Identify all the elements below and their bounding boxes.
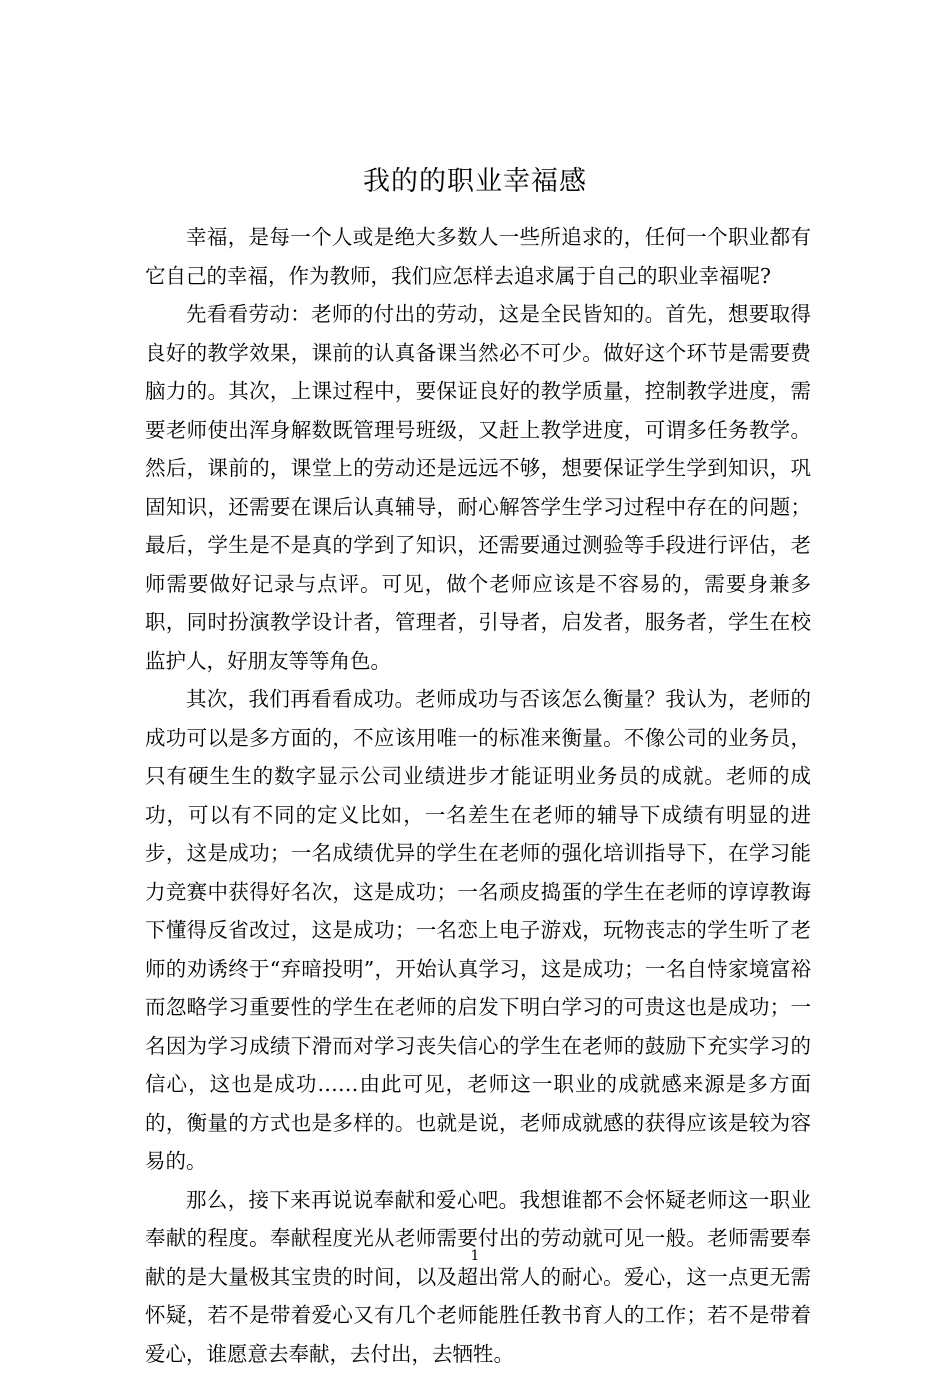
paragraph-dedication: 那么，接下来再说说奉献和爱心吧。我想谁都不会怀疑老师这一职业奉献的程度。奉献程度光从老师需要付出的劳动就可见一般。老师需要奉献的是大量极其宝贵的时间，以及超出常人的耐心。爱心，这一点更无需怀疑，若不是带着爱心又有几个老师能胜任教书育人的工作；若不是带着爱心，谁愿意去奉献，去付出，去牺牲。 [145, 1181, 811, 1373]
document-body [145, 218, 811, 1373]
document-title: 我的的职业幸福感 [0, 162, 950, 202]
page-number: 1 [0, 1247, 950, 1265]
paragraph-success: 其次，我们再看看成功。老师成功与否该怎么衡量？我认为，老师的成功可以是多方面的，不应该用唯一的标准来衡量。不像公司的业务员，只有硬生生的数字显示公司业绩进步才能证明业务员的成就。老师的成功，可以有不同的定义比如，一名差生在老师的辅导下成绩有明显的进步，这是成功；一名成绩优异的学生在老师的强化培训指导下，在学习能力竞赛中获得好名次，这是成功；一名顽皮捣蛋的学生在老师的谆谆教诲下懂得反省改过，这是成功；一名恋上电子游戏，玩物丧志的学生听了老师的劝诱终于“弃暗投明”，开始认真学习，这是成功；一名自恃家境富裕而忽略学习重要性的学生在老师的启发下明白学习的可贵这也是成功；一名因为学习成绩下滑而对学习丧失信心的学生在老师的鼓励下充实学习的信心，这也是成功……由此可见，老师这一职业的成就感来源是多方面的，衡量的方式也是多样的。也就是说，老师成就感的获得应该是较为容易的。 [145, 680, 811, 1181]
paragraph-intro: 幸福，是每一个人或是绝大多数人一些所追求的，任何一个职业都有它自己的幸福，作为教师，我们应怎样去追求属于自己的职业幸福呢? [145, 218, 811, 295]
paragraph-labor: 先看看劳动：老师的付出的劳动，这是全民皆知的。首先，想要取得良好的教学效果，课前的认真备课当然必不可少。做好这个环节是需要费脑力的。其次，上课过程中，要保证良好的教学质量，控制教学进度，需要老师使出浑身解数既管理号班级，又赶上教学进度，可谓多任务教学。然后，课前的，课堂上的劳动还是远远不够，想要保证学生学到知识，巩固知识，还需要在课后认真辅导，耐心解答学生学习过程中存在的问题；最后，学生是不是真的学到了知识，还需要通过测验等手段进行评估，老师需要做好记录与点评。可见，做个老师应该是不容易的，需要身兼多职，同时扮演教学设计者，管理者，引导者，启发者，服务者，学生在校监护人，好朋友等等角色。 [145, 295, 811, 680]
